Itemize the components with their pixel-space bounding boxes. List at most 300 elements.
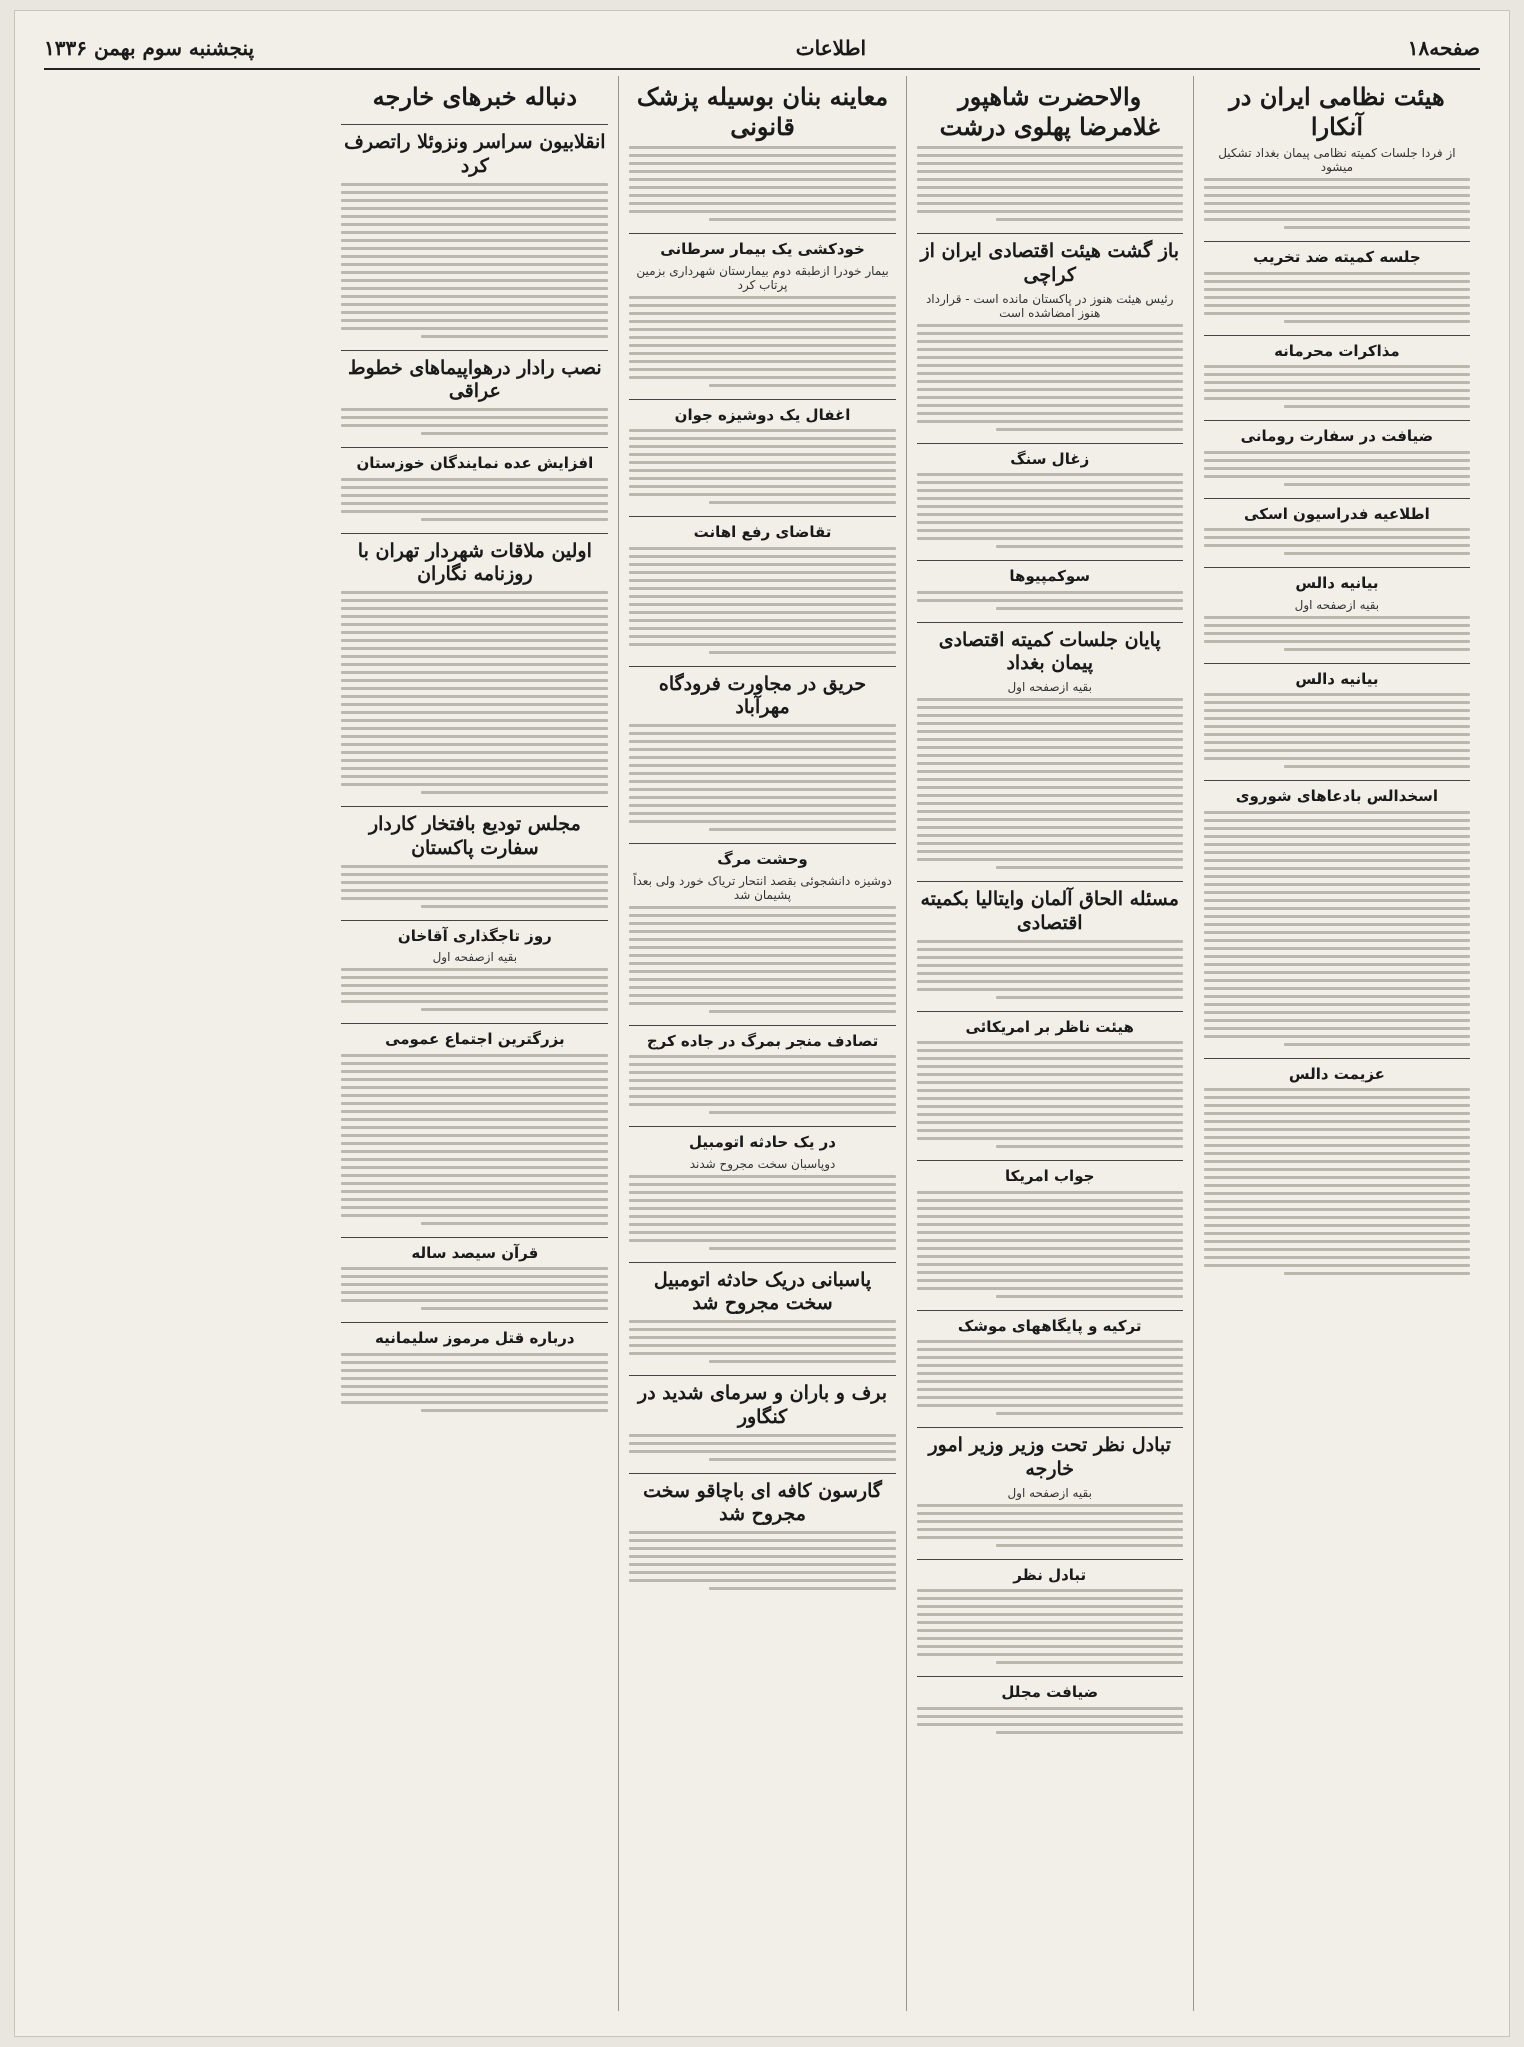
article-body	[341, 1353, 608, 1412]
text-line	[996, 607, 1182, 610]
text-line	[629, 1320, 895, 1323]
text-line	[1204, 819, 1470, 822]
text-line	[917, 513, 1183, 516]
text-line	[629, 724, 895, 727]
text-line	[629, 780, 895, 783]
text-line	[421, 1409, 608, 1412]
article-divider	[917, 233, 1183, 234]
text-line	[917, 948, 1183, 951]
article	[1204, 335, 1470, 409]
text-line	[917, 473, 1183, 476]
text-line	[341, 1158, 608, 1161]
text-line	[1204, 280, 1470, 283]
article-divider	[917, 881, 1183, 882]
text-line	[341, 1291, 608, 1294]
text-line	[917, 1049, 1183, 1052]
article-headline: ترکیه و پایگاههای موشک	[957, 1316, 1142, 1335]
text-line	[917, 858, 1183, 861]
article	[341, 124, 608, 338]
text-line	[1204, 451, 1470, 454]
text-line	[629, 547, 895, 550]
text-line	[1204, 851, 1470, 854]
text-line	[1204, 1176, 1470, 1179]
article-headline: اسخدالس بادعاهای شوروی	[1235, 787, 1439, 805]
article-body	[917, 1191, 1183, 1298]
text-line	[629, 1095, 895, 1098]
text-line	[341, 631, 608, 634]
text-line	[421, 905, 608, 908]
text-line	[341, 881, 608, 884]
text-line	[917, 324, 1183, 327]
article-body	[341, 591, 608, 794]
text-line	[629, 970, 895, 973]
text-line	[917, 396, 1183, 399]
text-line	[341, 1182, 608, 1185]
article-body	[341, 408, 608, 435]
article-headline: والاحضرت شاهپور غلامرضا پهلوی درشت	[939, 82, 1160, 141]
text-line	[1204, 194, 1470, 197]
column-4	[331, 76, 618, 2011]
text-line	[1204, 709, 1470, 712]
article	[629, 843, 895, 1013]
text-line	[1204, 907, 1470, 910]
text-line	[341, 1283, 608, 1286]
text-line	[1204, 1011, 1470, 1014]
text-line	[1204, 749, 1470, 752]
article	[917, 622, 1183, 870]
article-headline: هیئت ناظر بر امریکائی	[965, 1017, 1134, 1036]
text-line	[341, 424, 608, 427]
text-line	[341, 687, 608, 690]
text-line	[1204, 365, 1470, 368]
text-line	[341, 751, 608, 754]
text-line	[341, 1385, 608, 1388]
text-line	[341, 1070, 608, 1073]
text-line	[341, 408, 608, 411]
article-subhead: بقیه ازصفحه اول	[1007, 680, 1092, 694]
text-line	[1204, 218, 1470, 221]
text-line	[341, 711, 608, 714]
text-line	[917, 194, 1183, 197]
text-line	[629, 1079, 895, 1082]
text-line	[629, 643, 895, 646]
article-headline: قرآن سیصد ساله	[411, 1243, 539, 1262]
text-line	[629, 1450, 895, 1453]
text-line	[341, 287, 608, 290]
text-line	[917, 1340, 1183, 1343]
text-line	[629, 202, 895, 205]
text-line	[917, 1356, 1183, 1359]
text-line	[917, 591, 1183, 594]
article	[917, 233, 1183, 431]
text-line	[341, 311, 608, 314]
article	[917, 1011, 1183, 1149]
text-line	[629, 429, 895, 432]
text-line	[629, 1215, 895, 1218]
text-line	[1204, 955, 1470, 958]
text-line	[629, 493, 895, 496]
article-headline: ضیافت مجلل	[1001, 1683, 1099, 1701]
article-body	[1204, 616, 1470, 651]
text-line	[1204, 296, 1470, 299]
text-line	[341, 215, 608, 218]
text-line	[1204, 1019, 1470, 1022]
text-line	[1204, 1144, 1470, 1147]
text-line	[917, 340, 1183, 343]
text-line	[917, 1388, 1183, 1391]
article	[917, 1559, 1183, 1665]
text-line	[421, 1222, 608, 1225]
text-line	[629, 748, 895, 751]
article-headline: بزرگترین اجتماع عمومی	[385, 1030, 565, 1048]
text-line	[341, 502, 608, 505]
article-divider	[341, 1237, 608, 1238]
text-line	[709, 828, 895, 831]
text-line	[709, 501, 895, 504]
text-line	[341, 663, 608, 666]
text-line	[1204, 528, 1470, 531]
text-line	[629, 368, 895, 371]
text-line	[629, 1055, 895, 1058]
article-divider	[341, 124, 608, 125]
article-divider	[917, 622, 1183, 623]
article-body	[629, 906, 895, 1013]
text-line	[917, 1105, 1183, 1108]
text-line	[629, 1336, 895, 1339]
text-line	[421, 518, 608, 521]
article-divider	[341, 533, 608, 534]
article-body	[629, 1320, 895, 1363]
text-line	[917, 412, 1183, 415]
text-line	[917, 810, 1183, 813]
text-line	[1204, 389, 1470, 392]
text-line	[1204, 693, 1470, 696]
article-headline: وحشت مرگ	[717, 850, 808, 868]
text-line	[629, 1175, 895, 1178]
text-line	[1204, 1192, 1470, 1195]
text-line	[629, 772, 895, 775]
text-line	[629, 954, 895, 957]
text-line	[917, 537, 1183, 540]
article-body	[629, 1175, 895, 1250]
column-2	[906, 76, 1193, 2011]
text-line	[1204, 1136, 1470, 1139]
text-line	[1204, 1027, 1470, 1030]
article-headline: خودکشی یک بیمار سرطانی	[660, 240, 865, 258]
text-line	[1204, 202, 1470, 205]
text-line	[1204, 1256, 1470, 1259]
text-line	[1204, 288, 1470, 291]
text-line	[1284, 226, 1470, 229]
text-line	[709, 218, 895, 221]
text-line	[341, 1166, 608, 1169]
text-line	[629, 437, 895, 440]
article-body	[1204, 811, 1470, 1046]
text-line	[341, 1174, 608, 1177]
article	[629, 233, 895, 387]
text-line	[629, 1563, 895, 1566]
text-line	[341, 1134, 608, 1137]
text-line	[341, 743, 608, 746]
text-line	[917, 1113, 1183, 1116]
column-3	[618, 76, 905, 2011]
text-line	[917, 420, 1183, 423]
article-body	[917, 146, 1183, 221]
text-line	[1204, 616, 1470, 619]
text-line	[996, 1731, 1182, 1734]
text-line	[341, 695, 608, 698]
text-line	[917, 1279, 1183, 1282]
article-headline: تبادل نظر تحت وزیر وزیر امور خارجه	[928, 1434, 1171, 1480]
article-body	[917, 698, 1183, 869]
text-line	[1204, 875, 1470, 878]
text-line	[1204, 701, 1470, 704]
article	[917, 1160, 1183, 1298]
text-line	[341, 591, 608, 594]
text-line	[341, 1214, 608, 1217]
text-line	[341, 1361, 608, 1364]
article	[341, 920, 608, 1012]
text-line	[917, 1215, 1183, 1218]
article-body	[341, 1267, 608, 1310]
text-line	[629, 1579, 895, 1582]
text-line	[1204, 397, 1470, 400]
text-line	[996, 218, 1182, 221]
text-line	[917, 714, 1183, 717]
text-line	[629, 312, 895, 315]
text-line	[709, 1247, 895, 1250]
text-line	[341, 1078, 608, 1081]
text-line	[629, 1555, 895, 1558]
text-line	[1204, 979, 1470, 982]
text-line	[629, 579, 895, 582]
text-line	[341, 183, 608, 186]
article-body	[341, 478, 608, 521]
text-line	[341, 992, 608, 995]
article-headline: زغال سنگ	[1010, 449, 1090, 468]
article-body	[917, 473, 1183, 548]
text-line	[1284, 405, 1470, 408]
text-line	[341, 1353, 608, 1356]
text-line	[341, 735, 608, 738]
text-line	[341, 639, 608, 642]
text-line	[917, 1621, 1183, 1624]
article-headline: حریق در مجاورت فرودگاه مهرآباد	[658, 672, 867, 719]
text-line	[1204, 899, 1470, 902]
text-line	[917, 1536, 1183, 1539]
text-line	[421, 1008, 608, 1011]
text-line	[1204, 891, 1470, 894]
text-line	[917, 489, 1183, 492]
article-headline: باز گشت هیئت اقتصادی ایران از کراچی	[920, 240, 1179, 286]
text-line	[996, 1145, 1182, 1148]
text-line	[917, 404, 1183, 407]
text-line	[629, 1063, 895, 1066]
article-body	[341, 968, 608, 1011]
article-divider	[629, 516, 895, 517]
text-line	[629, 328, 895, 331]
article-headline: مسئله الحاق آلمان وایتالیا بکمیته اقتصادی	[920, 888, 1179, 934]
text-line	[629, 1539, 895, 1542]
text-line	[996, 996, 1182, 999]
text-line	[1204, 931, 1470, 934]
text-line	[629, 1002, 895, 1005]
text-line	[629, 635, 895, 638]
text-line	[1204, 210, 1470, 213]
text-line	[1204, 1088, 1470, 1091]
article	[917, 1427, 1183, 1547]
text-line	[917, 1364, 1183, 1367]
text-line	[629, 1571, 895, 1574]
text-line	[341, 486, 608, 489]
article	[629, 516, 895, 654]
text-line	[917, 1380, 1183, 1383]
text-line	[917, 1715, 1183, 1718]
text-line	[917, 162, 1183, 165]
text-line	[917, 1637, 1183, 1640]
article	[1204, 498, 1470, 556]
text-line	[341, 319, 608, 322]
article-subhead: بیمار خودرا ازطبقه دوم بیمارستان شهرداری بزمین پرتاب کرد	[636, 263, 889, 292]
text-line	[629, 304, 895, 307]
text-line	[1204, 544, 1470, 547]
article-divider	[629, 1473, 895, 1474]
article-divider	[341, 1322, 608, 1323]
text-line	[341, 1062, 608, 1065]
text-line	[1204, 1248, 1470, 1251]
text-line	[629, 627, 895, 630]
article-body	[629, 1434, 895, 1461]
text-line	[629, 986, 895, 989]
article-divider	[629, 1126, 895, 1127]
text-line	[917, 1223, 1183, 1226]
text-line	[917, 1287, 1183, 1290]
article-body	[341, 1054, 608, 1225]
text-line	[1204, 1232, 1470, 1235]
text-line	[917, 738, 1183, 741]
article-divider	[629, 399, 895, 400]
text-line	[341, 976, 608, 979]
text-line	[1204, 1128, 1470, 1131]
text-line	[996, 1412, 1182, 1415]
text-line	[1204, 757, 1470, 760]
text-line	[1204, 1160, 1470, 1163]
text-line	[1204, 939, 1470, 942]
article-headline: معاینه بنان بوسیله پزشک قانونی	[636, 82, 889, 141]
article-headline: هیئت نظامی ایران در آنکارا	[1229, 82, 1445, 141]
text-line	[917, 972, 1183, 975]
text-line	[629, 376, 895, 379]
article	[629, 399, 895, 505]
article-divider	[341, 350, 608, 351]
text-line	[917, 210, 1183, 213]
text-line	[917, 1081, 1183, 1084]
text-line	[1204, 843, 1470, 846]
text-line	[629, 1239, 895, 1242]
article	[341, 1237, 608, 1311]
text-line	[341, 303, 608, 306]
text-line	[917, 940, 1183, 943]
text-line	[1204, 536, 1470, 539]
article-body	[917, 1504, 1183, 1547]
text-line	[341, 1377, 608, 1380]
text-line	[1204, 1120, 1470, 1123]
article-body	[1204, 272, 1470, 323]
article-divider	[1204, 420, 1470, 421]
article	[1204, 567, 1470, 651]
text-line	[341, 1150, 608, 1153]
text-line	[629, 1199, 895, 1202]
article	[341, 82, 608, 112]
article-body	[917, 940, 1183, 999]
text-line	[996, 1544, 1182, 1547]
text-line	[629, 914, 895, 917]
text-line	[341, 223, 608, 226]
text-line	[341, 1118, 608, 1121]
text-line	[917, 1372, 1183, 1375]
text-line	[917, 1097, 1183, 1100]
article-headline: بیانیه دالس	[1295, 574, 1379, 592]
text-line	[629, 796, 895, 799]
text-line	[917, 380, 1183, 383]
text-line	[341, 873, 608, 876]
article-divider	[917, 443, 1183, 444]
text-line	[629, 1442, 895, 1445]
article-headline: مذاکرات محرمانه	[1274, 341, 1400, 360]
text-line	[917, 778, 1183, 781]
text-line	[341, 984, 608, 987]
text-line	[917, 1239, 1183, 1242]
text-line	[709, 1360, 895, 1363]
text-line	[1204, 1104, 1470, 1107]
text-line	[629, 938, 895, 941]
article-body	[629, 429, 895, 504]
text-line	[917, 1653, 1183, 1656]
text-line	[1204, 995, 1470, 998]
text-line	[917, 202, 1183, 205]
text-line	[341, 775, 608, 778]
text-line	[917, 1247, 1183, 1250]
article-body	[917, 1589, 1183, 1664]
article-headline: ضیافت در سفارت رومانی	[1240, 427, 1434, 445]
text-line	[917, 834, 1183, 837]
text-line	[629, 1547, 895, 1550]
article	[917, 881, 1183, 999]
text-line	[917, 956, 1183, 959]
text-line	[629, 962, 895, 965]
article	[341, 806, 608, 908]
text-line	[629, 595, 895, 598]
text-line	[629, 1103, 895, 1106]
masthead	[44, 28, 1480, 70]
article-subhead: دوشیزه دانشجوئی بقصد انتحار تریاک خورد ولی بعداً پشیمان شد	[633, 873, 892, 902]
article-headline: تقاضای رفع اهانت	[693, 523, 832, 541]
text-line	[917, 980, 1183, 983]
text-line	[341, 1299, 608, 1302]
article-body	[1204, 451, 1470, 486]
text-line	[996, 1661, 1182, 1664]
article-divider	[1204, 1058, 1470, 1059]
text-line	[629, 320, 895, 323]
text-line	[629, 1344, 895, 1347]
text-line	[1204, 883, 1470, 886]
article-divider	[1204, 335, 1470, 336]
text-line	[1284, 552, 1470, 555]
text-line	[1284, 765, 1470, 768]
text-line	[341, 1054, 608, 1057]
text-line	[629, 485, 895, 488]
text-line	[1204, 1035, 1470, 1038]
